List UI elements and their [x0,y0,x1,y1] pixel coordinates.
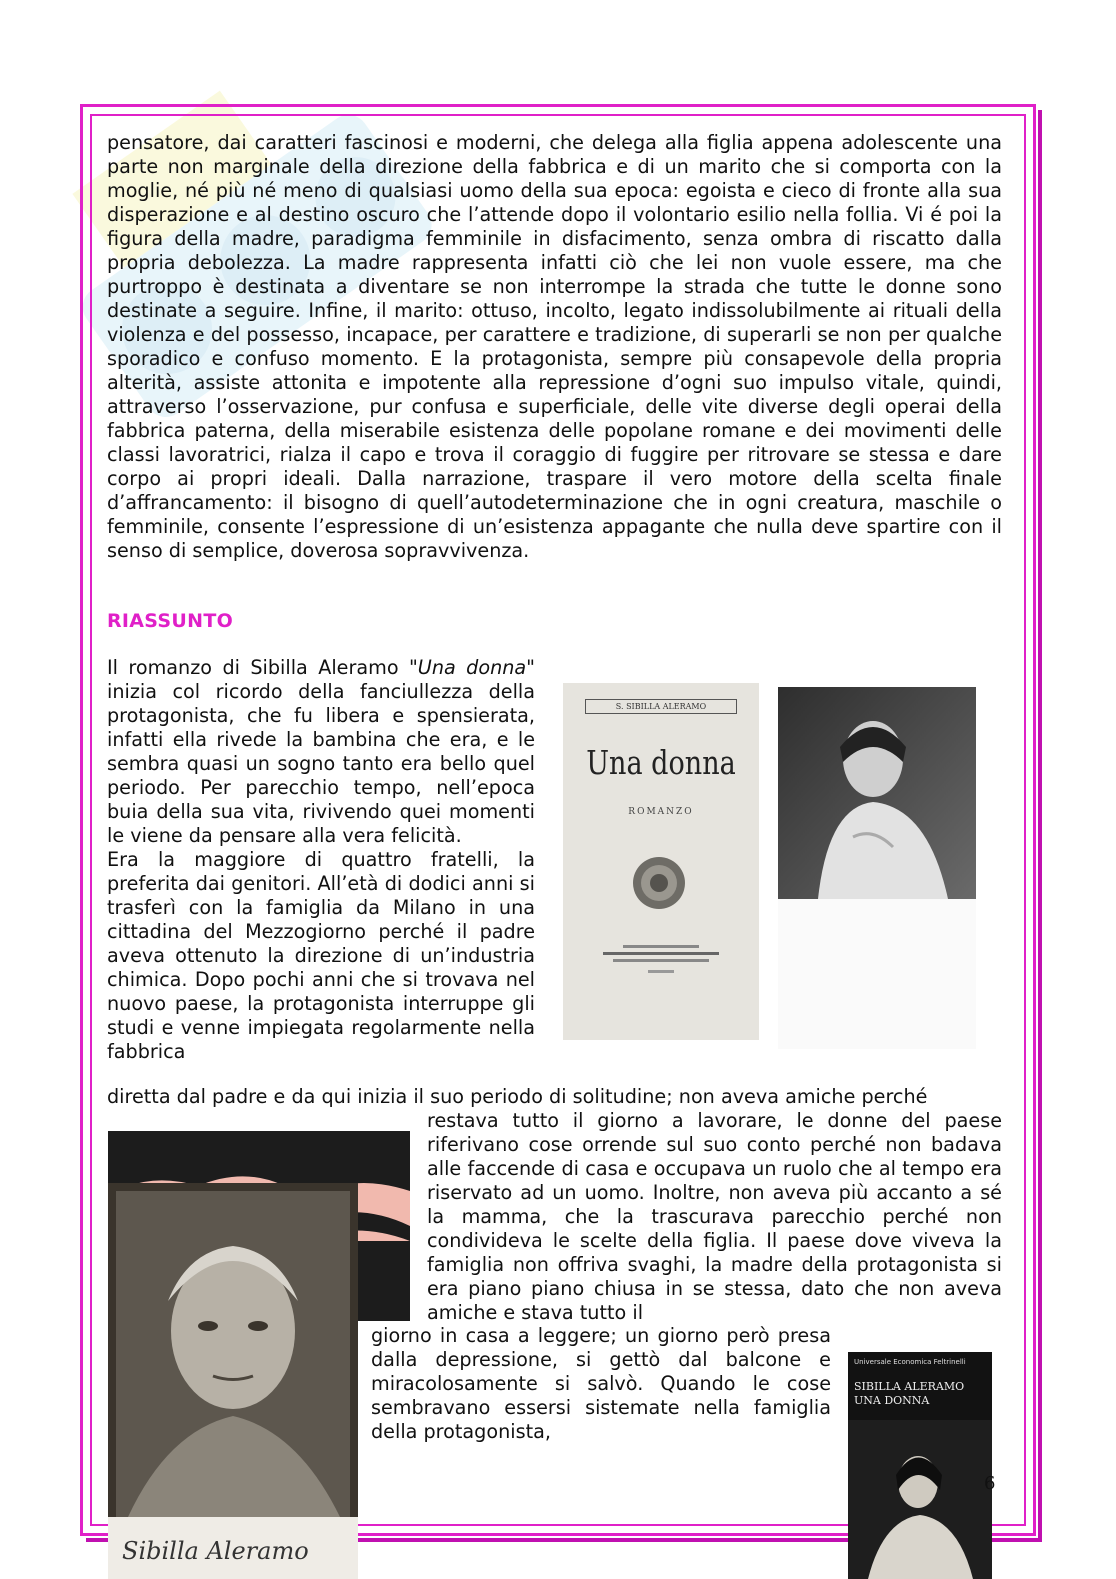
page-number: 6 [984,1473,996,1494]
book-cover-subtitle: ROMANZO [628,807,694,817]
paperback-title: UNA DONNA [854,1394,930,1407]
novel-title: "Una donna" [408,656,535,679]
signature: Sibilla Aleramo [122,1537,309,1565]
intro-paragraph: pensatore, dai caratteri fascinosi e moderni, che delega alla figlia appena adolescente una parte non marginale della direzione della fabbrica e di un marito che si comporta con la moglie, né più né meno di qualsiasi uomo della sua epoca: egoista e cieco di fronte alla sua disperazione e al destino oscuro che l’attende dopo il volontario esilio nella follia. Vi é poi la figura della madre, paradigma femminile in disfacimento, senza ombra di riscatto dalla propria debolezza. La madre rappresenta infatti ciò che lei non vuole essere, ma che purtroppo è destinata a diventare se non interrompe la strada che tutte le donne sono destinate a seguire. Infine, il marito: ottuso, incolto, legato indissolubilmente ai rituali della violenza e del possesso, incapace, per carattere e tradizione, di superarli se non per qualche sporadico e confuso momento. E la protagonista, sempre più consapevole della propria alterità, assiste attonita e impotente alla repressione d’ogni suo impulso vitale, quindi, attraverso l’osservazione, pur confusa e superficiale, delle vite diverse degli operai della fabbrica paterna, della miserabile esistenza delle popolane romane e dei movimenti delle classi lavoratrici, rialza il capo e trova il coraggio di fuggire per ritrovare se stessa e dare corpo ai propri ideali. Dalla narrazione, traspare il vero motore della scelta finale d’affrancamento: il bisogno di quell’autodeterminazione che in ogni creatura, maschile o femminile, consente l’espressione di un’esistenza appagante che nulla deve spartire con il senso di semplice, doverosa sopravvivenza. [107,131,1002,562]
section-heading: RIASSUNTO [107,610,234,632]
book-cover-title: Una donna [586,743,736,782]
paperback-photo [848,1420,992,1579]
aleramo-portrait [108,1131,410,1579]
paperback-cover [848,1352,992,1579]
summary-paragraph-2: Era la maggiore di quattro fratelli, la preferita dai genitori. All’età di dodici anni si trasferì con la famiglia da Milano in una cittadina del Mezzogiorno perché il padre aveva ottenuto la direzione di un’industria chimica. Dopo pochi anni che si trovava nel nuovo paese, la protagonista interruppe gli studi e venne impiegata regolarmente nella fabbrica [107,848,535,1063]
summary-intro-pre: Il romanzo di Sibilla Aleramo [107,656,409,679]
portrait-photo-image [778,687,976,899]
book-cover-author: S. SIBILLA ALERAMO [585,699,737,714]
summary-right-column: restava tutto il giorno a lavorare, le donne del paese riferivano cose orrende sul suo conto perché non badava alle faccende di casa e occupava un ruolo che al tempo era riservato ad un uomo. Inoltre, non aveva più accanto a sé la mamma, che la trascurava parecchio perché non condivideva le scelte della figlia. Il paese dove viveva la famiglia non offriva svaghi, la madre della protagonista si era piano piano chiusa in se stessa, dato che non aveva amiche e stava tutto il [427,1109,1002,1324]
publisher-imprint [603,941,719,981]
portrait-photo [778,687,976,1049]
book-cover-image [563,683,759,1040]
aleramo-portrait-image [108,1131,410,1579]
publisher-emblem [631,855,687,911]
summary-full-line: diretta dal padre e da qui inizia il suo periodo di solitudine; non aveva amiche perché [107,1085,928,1108]
summary-left-column [107,656,535,1064]
summary-middle-column: giorno in casa a leggere; un giorno però presa dalla depressione, si gettò dal balcone e miracolosamente si salvò. Quando le cose sembravano essersi sistemate nella famiglia della protagonista, [371,1324,831,1443]
summary-intro-post: inizia col ricordo della fanciullezza della protagonista, che fu libera e spensierata, infatti ella rivede la bambina che era, e le sembra quasi un sogno tanto era bello quel periodo. Per parecchio tempo, nell’epoca buia della sua vita, rivivendo quei momenti le viene da pensare alla vera felicità. [107,680,535,847]
paperback-publisher: Universale Economica Feltrinelli [854,1358,966,1366]
paperback-author: SIBILLA ALERAMO [854,1380,965,1393]
